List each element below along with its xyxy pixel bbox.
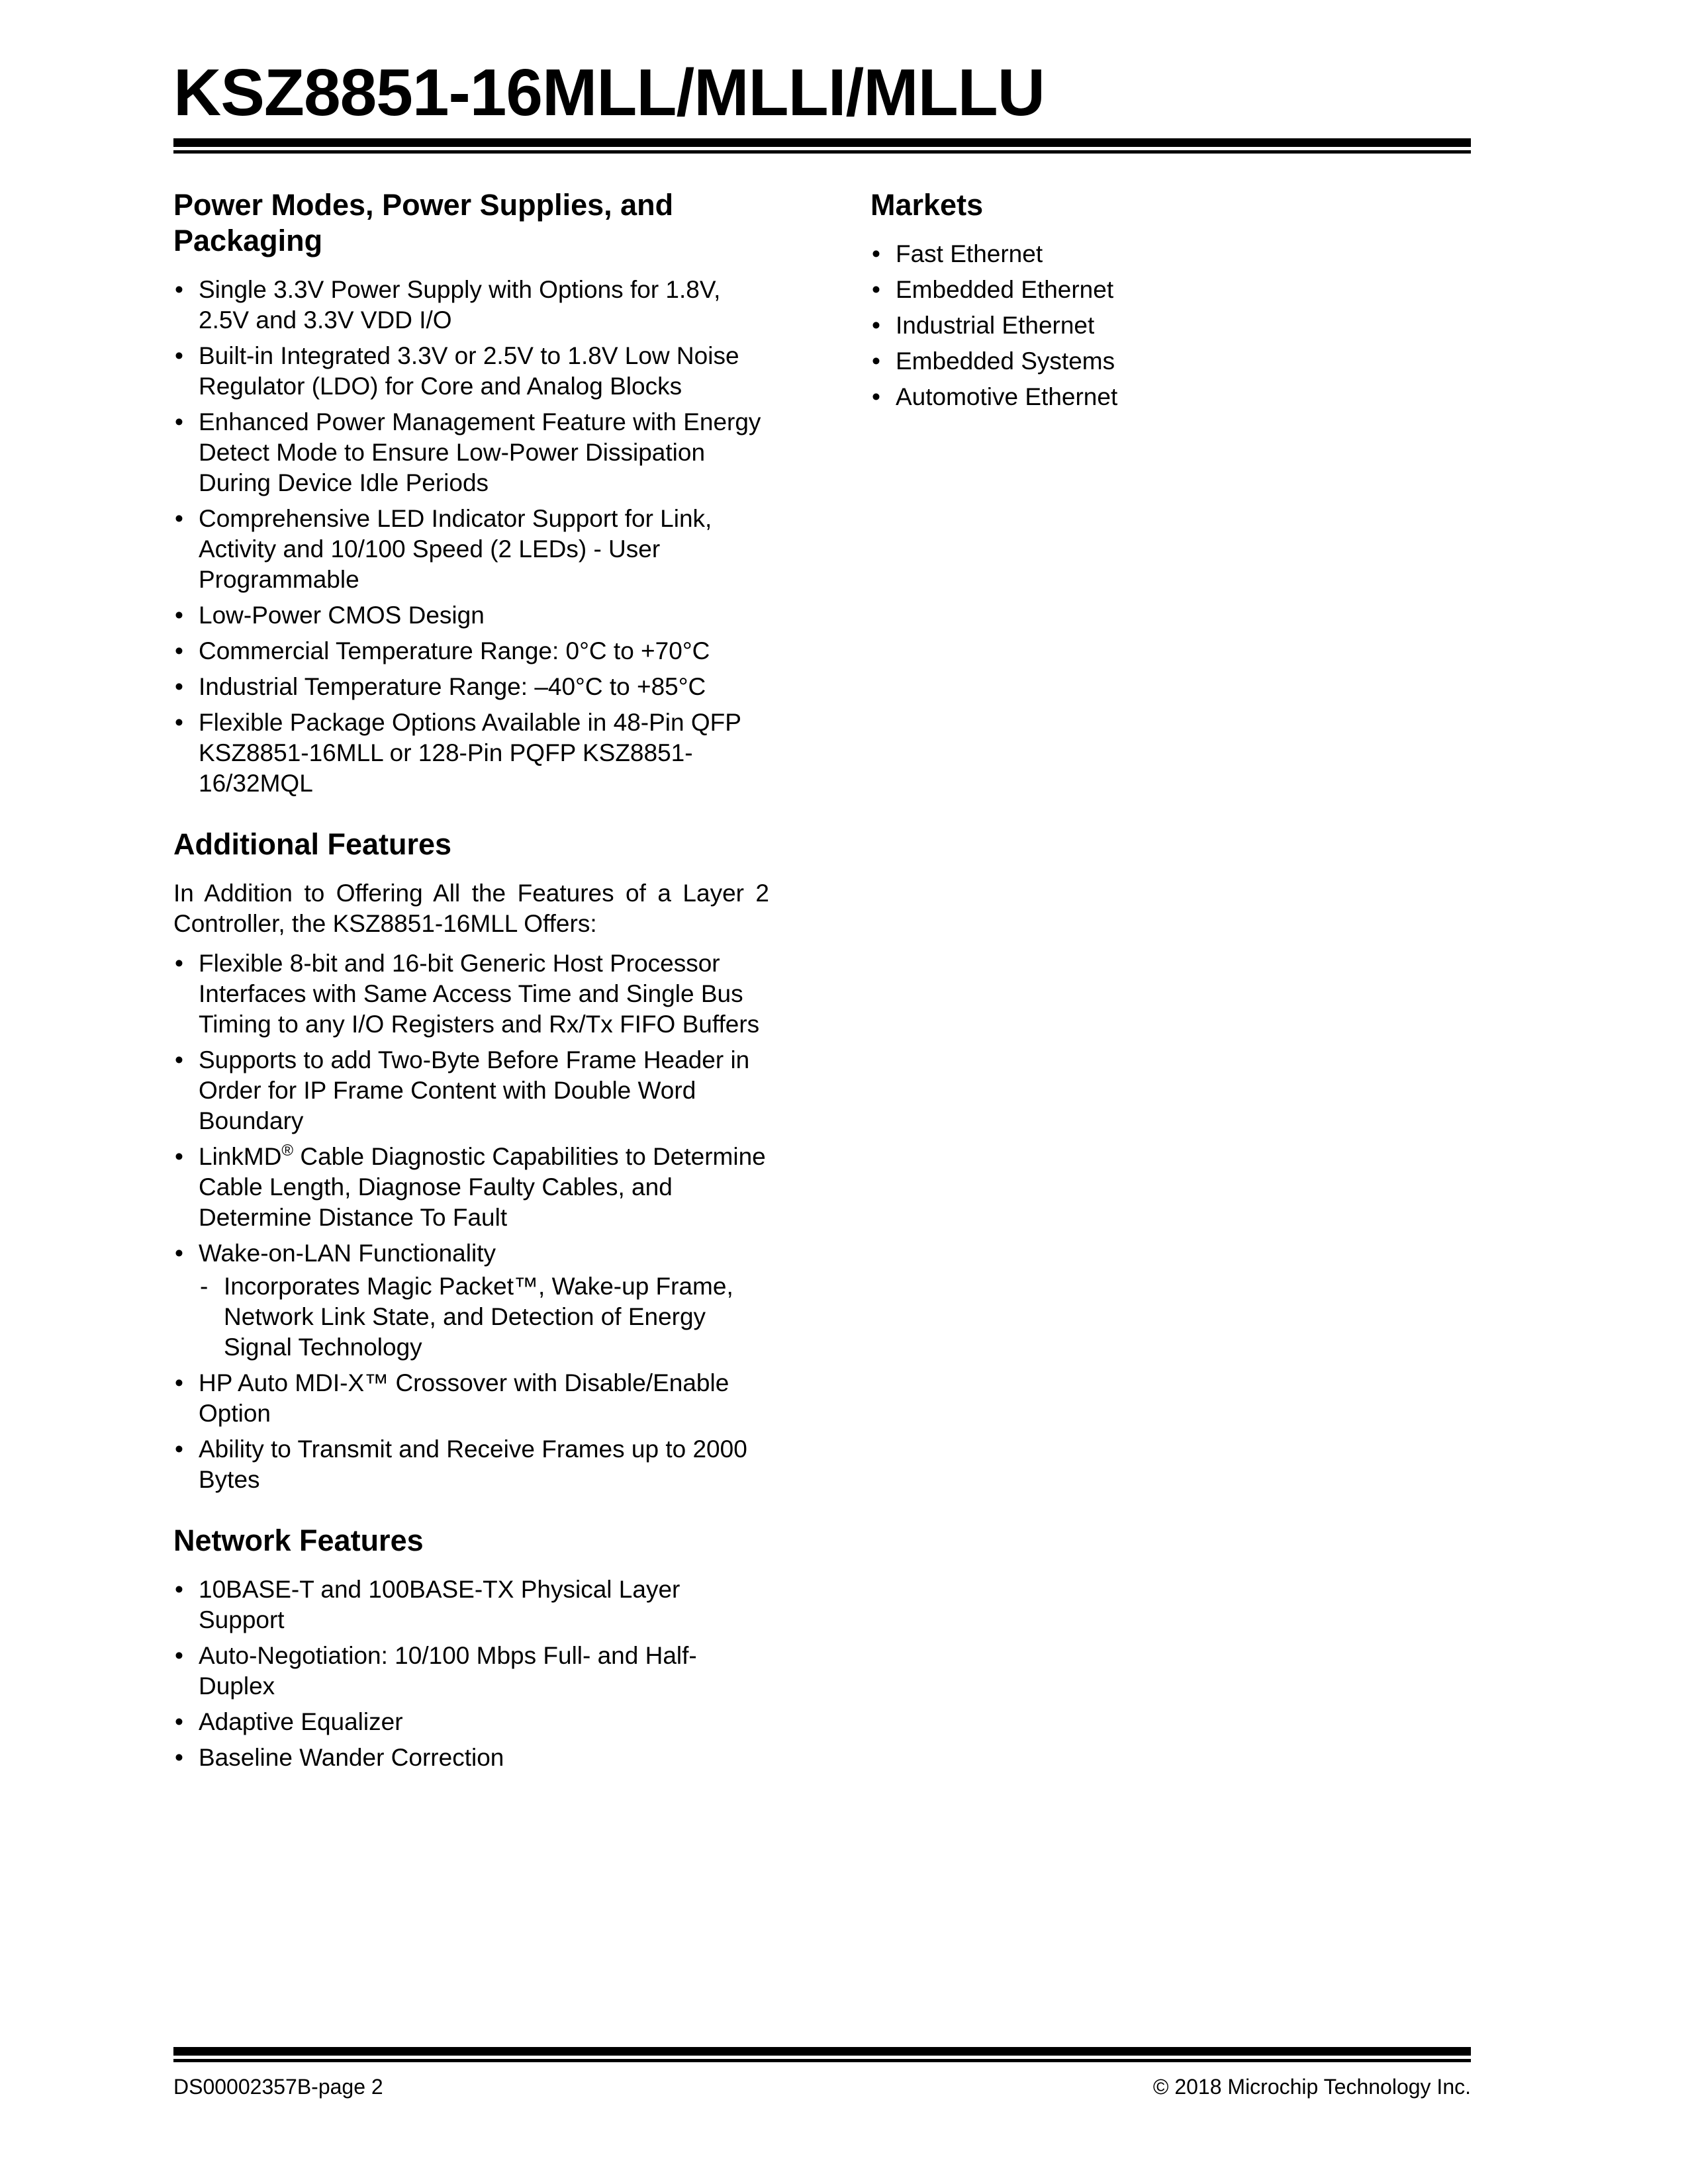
list-item: • Fast Ethernet [870,239,1466,269]
list-item: • Built-in Integrated 3.3V or 2.5V to 1.8V Low Noise Regulator (LDO) for Core and Analog Blocks [173,341,769,402]
network-heading: Network Features [173,1524,424,1557]
list-item: • Embedded Systems [870,346,1466,377]
list-item: • Embedded Ethernet [870,275,1466,305]
list-item: • Single 3.3V Power Supply with Options for 1.8V, 2.5V and 3.3V VDD I/O [173,275,769,336]
wol-label: Wake-on-LAN Functionality [199,1240,496,1267]
list-item: • Baseline Wander Correction [173,1743,769,1773]
list-item: • Supports to add Two-Byte Before Frame Header in Order for IP Frame Content with Double Word Boundary [173,1045,769,1136]
list-item: • Flexible 8-bit and 16-bit Generic Host Processor Interfaces with Same Access Time and Single Bus Timing to any I/O Registers and Rx/Tx FIFO Buffers [173,948,769,1040]
additional-heading: Additional Features [173,827,452,861]
list-item-wol [173,1238,769,1363]
wol-sublist [199,1271,769,1363]
network-list [173,1574,769,1773]
header-rule-thick [173,138,1471,147]
linkmd-prefix: LinkMD [199,1143,282,1170]
page-title: KSZ8851-16MLL/MLLI/MLLU [173,56,1045,130]
additional-list [173,948,769,1495]
footer-rule-thin [173,2059,1471,2062]
power-list [173,275,769,799]
sub-list-item: - Incorporates Magic Packet™, Wake-up Frame, Network Link State, and Detection of Energy Signal Technology [199,1271,769,1363]
network-section [173,1523,769,1773]
additional-intro: In Addition to Offering All the Features of a Layer 2 Controller, the KSZ8851-16MLL Offers: [173,880,769,937]
list-item: • Flexible Package Options Available in 48-Pin QFP KSZ8851-16MLL or 128-Pin PQFP KSZ8851-16/32MQL [173,707,769,799]
footer-copyright: © 2018 Microchip Technology Inc. [1152,2075,1471,2099]
markets-list [870,239,1466,412]
registered-mark: ® [281,1142,294,1160]
power-heading: Power Modes, Power Supplies, and Packaging [173,188,674,257]
list-item: • Adaptive Equalizer [173,1707,769,1737]
list-item: • Industrial Temperature Range: –40°C to +85°C [173,672,769,702]
list-item: • Comprehensive LED Indicator Support for Link, Activity and 10/100 Speed (2 LEDs) - User Programmable [173,504,769,595]
markets-section [870,187,1466,412]
right-column [870,187,1466,440]
list-item: • Enhanced Power Management Feature with Energy Detect Mode to Ensure Low-Power Dissipation During Device Idle Periods [173,407,769,498]
markets-heading: Markets [870,188,984,222]
list-item: • Industrial Ethernet [870,310,1466,341]
list-item: • Low-Power CMOS Design [173,600,769,631]
linkmd-text: Cable Diagnostic Capabilities to Determine Cable Length, Diagnose Faulty Cables, and Determine Distance To Fault [199,1143,766,1231]
list-item: • Automotive Ethernet [870,382,1466,412]
left-column [173,187,769,1801]
list-item: • Ability to Transmit and Receive Frames up to 2000 Bytes [173,1434,769,1495]
list-item: • Commercial Temperature Range: 0°C to +70°C [173,636,769,666]
footer-rule-thick [173,2047,1471,2056]
header-rule-thin [173,150,1471,154]
footer-doc-id: DS00002357B-page 2 [173,2075,383,2099]
list-item-linkmd [173,1142,769,1233]
list-item: • Auto-Negotiation: 10/100 Mbps Full- and Half-Duplex [173,1641,769,1702]
list-item: • HP Auto MDI-X™ Crossover with Disable/Enable Option [173,1368,769,1429]
power-section [173,187,769,799]
additional-section [173,827,769,1495]
list-item: • 10BASE-T and 100BASE-TX Physical Layer Support [173,1574,769,1635]
